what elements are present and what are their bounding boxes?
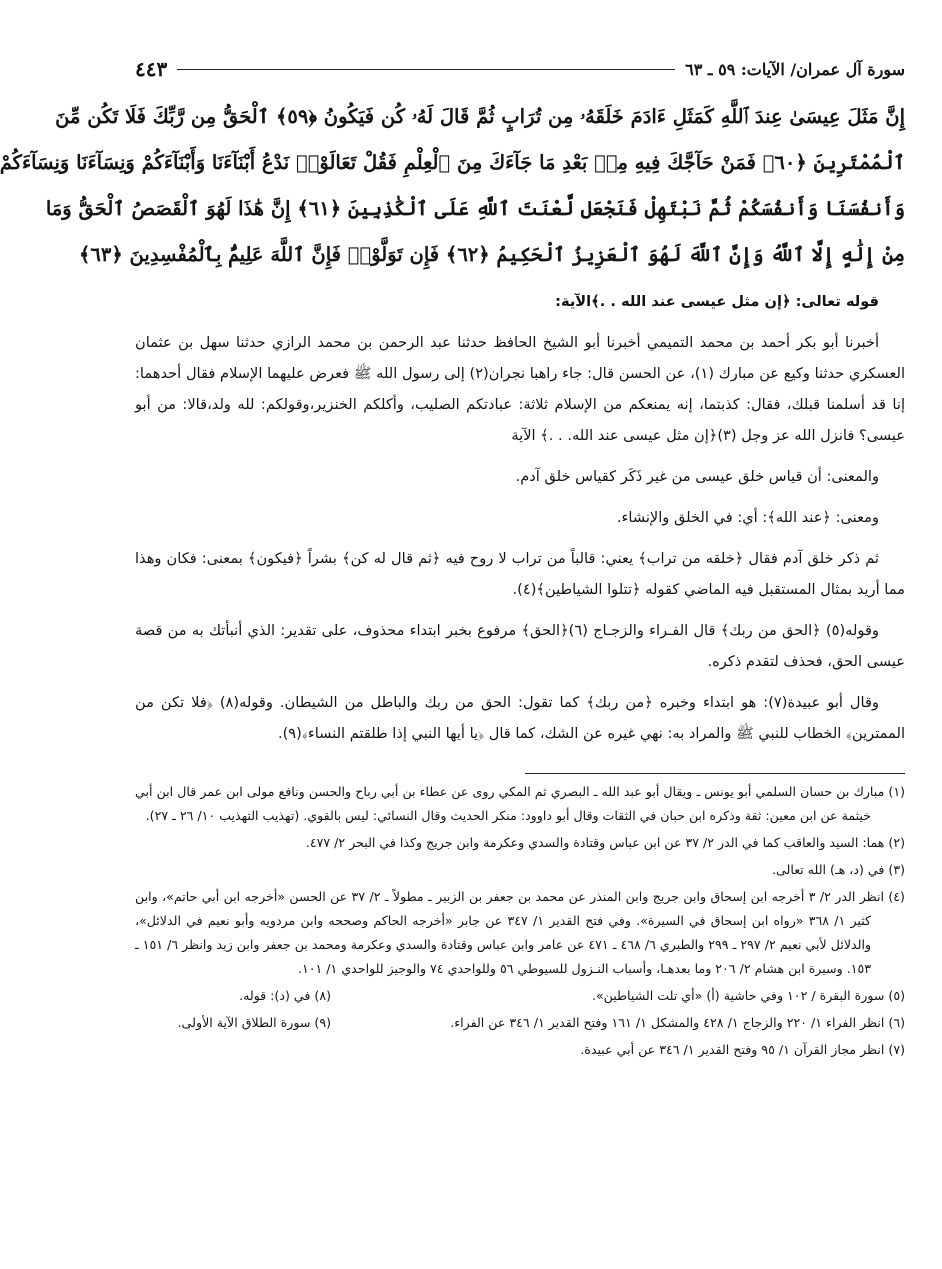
footnote: (٩) سورة الطلاق الآية الأولى. — [177, 1015, 331, 1030]
verse-line: مِنْ إِلَٰهٍ إِلَّا ٱللَّهُ وَإِنَّ ٱللَّهَ لَهُوَ ٱلْعَزِيزُ ٱلْحَكِيمُ ﴿٦٢﴾ فَإِن تَوَلَّوْا۟ فَإِنَّ ٱللَّهَ عَلِيمٌۢ بِٱلْمُفْسِدِينَ ﴿٦٣﴾ — [78, 243, 905, 266]
footnote: (٤) انظر الدر ٢/ ٣ أخرجه ابن إسحاق وابن جريج وابن المنذر عن محمد بن جعفر بن الزبير ـ مطولاً ـ ٢/ ٣٧ عن الحسن «أخرجه ابن أبي حاتم»، وابن كثير ١/ ٣٦٨ «رواه ابن إسحاق في السيرة». وفي فتح القدير ١/ ٣٤٧ عن جابر «أخرجه الحاكم وصححه وابن مردويه وأبو نعيم في الدلائل»، والدلائل لأبي نعيم ٢/ ٢٩٧ ـ ٢٩٩ والطبري ٦/ ٤٦٨ ـ ٤٧١ عن عامر وابن عباس وقتادة والسدي وعكرمة ومحمد بن جعفر وابن زيد وانظر ٦/ ١٥١ ـ ١٥٣. وسيرة ابن هشام ٢/ ٢٠٦ وما بعدهـا، وأسباب النـزول للسيوطي ٥٦ وللواحدي ٧٤ والوجيز للواحدي ١/ ١٠١. — [135, 889, 905, 976]
paragraph: أخبرنا أبو بكر أحمد بن محمد التميمي أخبرنا أبو الشيخ الحافظ حدثنا عبد الرحمن بن محمد الرازي حدثنا سهل بن عثمان العسكري حدثنا وكيع عن مبارك (١)، عن الحسن قال: جاء راهبا نجران(٢) إلى رسول الله ﷺ فعرض عليهما الإسلام فقال أحدهما: إنا قد أسلمنا قبلك، فقال: كذبتما، إنه يمنعكم من الإسلام ثلاثة: عبادتكم الصليب، وأكلكم الخنزير،وقولكم: لله ولد،قالا: من أبو عيسى؟ فانزل الله عز وجل (٣)﴿إن مثل عيسى عند الله. . .﴾ الآية — [135, 334, 905, 444]
paragraph: ومعنى: ﴿عند الله﴾: أي: في الخلق والإنشاء. — [616, 509, 879, 526]
page-header — [135, 52, 905, 86]
footnote: (١) مبارك بن حسان السلمي أبو يونس ـ ويقال أبو عبد الله ـ البصري ثم المكي روى عن عطاء بن أبي رباح والحسن ونافع مولى ابن عمر قال ابن أبي خيثمة عن ابن معين: ثقة وذكره ابن حبان في الثقات وقال أبو داوود: منكر الحديث وقال النسائي: ليس بالقوي. (تهذيب التهذيب ١٠/ ٢٦ ـ ٢٧). — [135, 784, 905, 823]
paragraph: والمعنى: أن قياس خلق عيسى من غير ذَكَر كقياس خلق آدم. — [515, 468, 879, 485]
footnotes — [135, 780, 905, 1062]
footnote: (٦) انظر الفراء ١/ ٢٢٠ والزجاج ١/ ٤٢٨ والمشكل ١/ ١٦١ وفتح القدير ١/ ٣٤٦ عن الفراء. — [450, 1015, 905, 1030]
paragraph: ثم ذكر خلق آدم فقال ﴿خلقه من تراب﴾ يعني: قالباً من تراب لا روح فيه ﴿ثم قال له كن﴾ بشراً ﴿فيكون﴾ بمعنى: فكان وهذا مما أريد بمثال المستقبل فيه الماضي كقوله ﴿تتلوا الشياطين﴾(٤). — [135, 550, 905, 598]
section-heading: قوله تعالى: ﴿إن مثل عيسى عند الله . .﴾الآية: — [555, 293, 879, 310]
verse-line: ٱلْمُمْتَرِينَ ﴿٦٠﴾ فَمَنْ حَآجَّكَ فِيهِ مِنۢ بَعْدِ مَا جَآءَكَ مِنَ ٱلْعِلْمِ فَقُلْ تَعَالَوْا۟ نَدْعُ أَبْنَآءَنَا وَأَبْنَآءَكُمْ وَنِسَآءَنَا وَنِسَآءَكُمْ — [0, 151, 905, 174]
footnote: (٢) هما: السيد والعاقب كما في الدر ٢/ ٣٧ عن ابن عباس وقتادة والسدي وعكرمة وابن جريج وكذا في البحر ٢/ ٤٧٧. — [305, 835, 905, 850]
commentary — [135, 286, 905, 749]
footnote: (٨) في (د): قوله. — [239, 988, 331, 1003]
page-number: ٤٤٣ — [135, 57, 168, 81]
footnote: (٧) انظر مجاز القرآن ١/ ٩٥ وفتح القدير ١/ ٣٤٦ عن أبي عبيدة. — [580, 1042, 905, 1057]
paragraph: وقال أبو عبيدة(٧): هو ابتداء وخبره ﴿من ربك﴾ كما تقول: الحق من ربك والباطل من الشيطان. وقوله(٨) ﴿فلا تكن من الممترين﴾ الخطاب للنبي ﷺ والمراد به: نهي غيره عن الشك، كما قال ﴿يا أيها النبي إذا طلقتم النساء﴾(٩). — [135, 694, 905, 742]
header-rule — [177, 69, 675, 70]
running-title: سورة آل عمران/ الآيات: ٥٩ ـ ٦٣ — [685, 59, 905, 79]
book-page — [0, 52, 905, 1252]
verse-line: إِنَّ مَثَلَ عِيسَىٰ عِندَ ٱللَّهِ كَمَثَلِ ءَادَمَ خَلَقَهُۥ مِن تُرَابٍ ثُمَّ قَالَ لَهُۥ كُن فَيَكُونُ ﴿٥٩﴾ ٱلْحَقُّ مِن رَّبِّكَ فَلَا تَكُن مِّنَ — [55, 105, 905, 128]
quran-verses — [0, 94, 905, 278]
footnote: (٥) سورة البقرة / ١٠٢ وفي حاشية (أ) «أي تلت الشياطين». — [591, 988, 905, 1003]
footnote-row — [135, 1011, 905, 1035]
footnote-divider — [525, 773, 905, 774]
footnote: (٣) في (د، هـ) الله تعالى. — [772, 862, 905, 877]
footnote-row — [135, 984, 905, 1008]
paragraph: وقوله(٥) ﴿الحق من ربك﴾ قال الفـراء والزجـاج (٦)﴿الحق﴾ مرفوع بخبر ابتداء محذوف، على تقدير: الذي أنبأتك به من قصة عيسى الحق، فحذف لتقدم ذكره. — [135, 622, 905, 670]
verse-line: وَأَنفُسَنَا وَأَنفُسَكُمْ ثُمَّ نَبْتَهِلْ فَنَجْعَل لَّعْنَتَ ٱللَّهِ عَلَى ٱلْكَٰذِبِينَ ﴿٦١﴾ إِنَّ هَٰذَا لَهُوَ ٱلْقَصَصُ ٱلْحَقُّ وَمَا — [45, 197, 905, 220]
